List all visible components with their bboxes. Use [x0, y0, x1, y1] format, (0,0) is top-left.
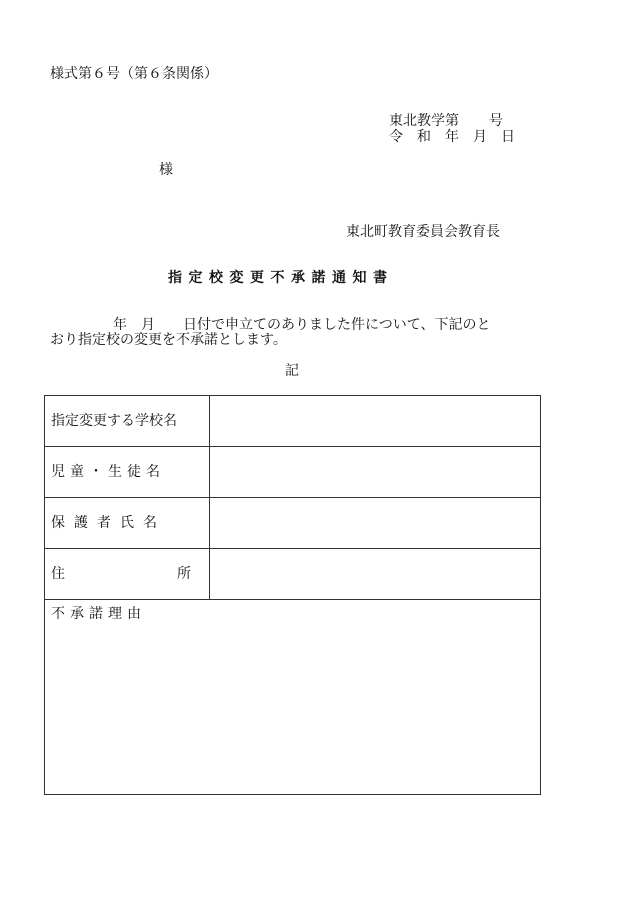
student-name-field[interactable] — [210, 447, 540, 497]
document-title: 指定校変更不承諾通知書 — [168, 270, 394, 286]
table-row-school — [45, 396, 540, 447]
address-label-left: 住 — [51, 566, 65, 582]
form-number-label: 様式第６号（第６条関係） — [50, 66, 218, 82]
details-table — [44, 395, 541, 795]
body-text-line-2: おり指定校の変更を不承諾とします。 — [50, 332, 287, 348]
table-row-guardian — [45, 498, 540, 549]
guardian-name-field[interactable] — [210, 498, 540, 548]
document-number-suffix: 号 — [489, 113, 503, 129]
document-number — [389, 113, 503, 129]
school-name-label: 指定変更する学校名 — [45, 396, 210, 446]
issuer-name: 東北町教育委員会教育長 — [346, 224, 500, 240]
body-text-line-1: 年 月 日付で申立てのありました件について、下記のと — [113, 317, 491, 333]
school-name-field[interactable] — [210, 396, 540, 446]
address-field[interactable] — [210, 549, 540, 599]
table-row-student — [45, 447, 540, 498]
address-label-right: 所 — [177, 566, 191, 582]
recipient-honorific: 様 — [159, 162, 173, 178]
student-name-label: 児童・生徒名 — [45, 447, 210, 497]
table-row-address — [45, 549, 540, 600]
document-date: 令 和 年 月 日 — [389, 129, 515, 145]
guardian-name-label: 保護者氏名 — [45, 498, 210, 548]
rejection-reason-label: 不承諾理由 — [51, 606, 146, 622]
rejection-reason-area[interactable] — [45, 600, 540, 794]
address-label — [45, 549, 210, 599]
ki-heading: 記 — [285, 363, 299, 379]
document-number-prefix: 東北教学第 — [389, 113, 459, 129]
